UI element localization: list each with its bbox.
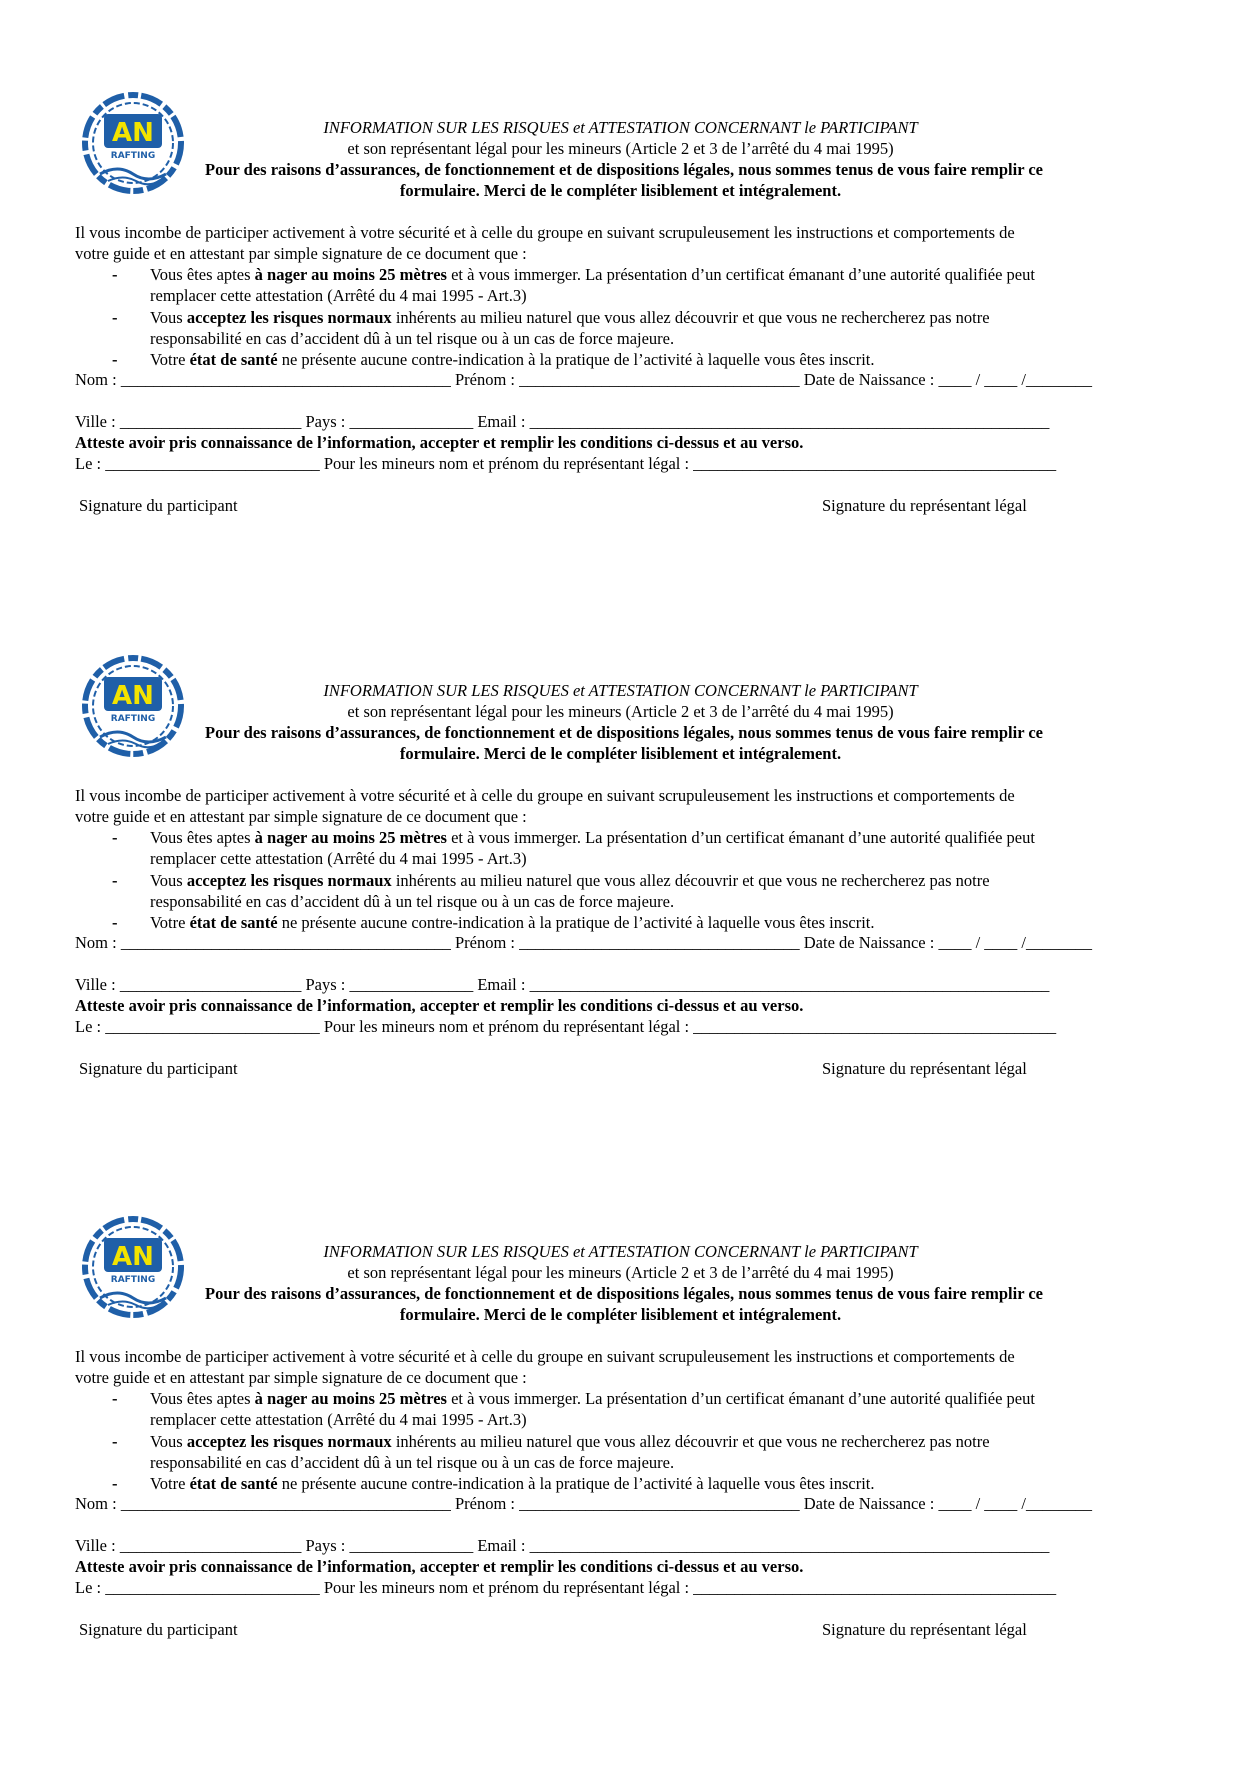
bullet-swim-bold: à nager au moins 25 mètres [254,265,447,284]
form-title: INFORMATION SUR LES RISQUES et ATTESTATION CONCERNANT le PARTICIPANT [323,1242,918,1261]
bullet-swim-line2: remplacer cette attestation (Arrêté du 4 mai 1995 - Art.3) [150,286,527,305]
city-country-email-fields[interactable]: Ville : ______________________ Pays : _______________ Email : _______________________________________________________________ [75,412,1050,431]
bullet-risks-post: inhérents au milieu naturel que vous allez découvrir et que vous ne rechercherez pas notre [391,308,990,327]
svg-text:AN: AN [112,1242,154,1272]
name-birthdate-fields[interactable]: Nom : ________________________________________ Prénom : __________________________________ Date de Naissance : ____ / ____ /________ [75,933,1092,952]
svg-text:AN: AN [112,118,154,148]
name-birthdate-fields[interactable]: Nom : ________________________________________ Prénom : __________________________________ Date de Naissance : ____ / ____ /________ [75,1494,1092,1513]
bullet-risks [150,871,990,891]
date-guardian-fields[interactable]: Le : __________________________ Pour les mineurs nom et prénom du représentant légal : ____________________________________________ [75,1578,1057,1597]
notice-line-2: formulaire. Merci de le compléter lisiblement et intégralement. [399,1305,842,1324]
city-country-email-fields[interactable]: Ville : ______________________ Pays : _______________ Email : _______________________________________________________________ [75,1536,1050,1555]
form-subtitle: et son représentant légal pour les mineurs (Article 2 et 3 de l’arrêté du 4 mai 1995) [347,702,894,721]
date-guardian-fields[interactable]: Le : __________________________ Pour les mineurs nom et prénom du représentant légal : ____________________________________________ [75,454,1057,473]
attestation-form [0,1212,1241,1772]
bullet-health-post: ne présente aucune contre-indication à la pratique de l’activité à laquelle vous êtes inscrit. [277,913,875,932]
bullet-swim-bold: à nager au moins 25 mètres [254,1389,447,1408]
bullet-swim-post: et à vous immerger. La présentation d’un certificat émanant d’une autorité qualifiée peut [446,1389,1035,1408]
bullet-risks [150,1432,990,1452]
svg-text:RAFTING: RAFTING [110,1275,156,1285]
intro-line-1: Il vous incombe de participer activement à votre sécurité et à celle du groupe en suivant scrupuleusement les instructions et comportements de [75,223,1015,242]
bullet-risks-bold: acceptez les risques normaux [186,871,392,890]
intro-line-2: votre guide et en attestant par simple signature de ce document que : [75,244,527,263]
bullet-swim [150,1389,1035,1409]
guardian-signature-label: Signature du représentant légal [822,496,1027,515]
form-subtitle: et son représentant légal pour les mineurs (Article 2 et 3 de l’arrêté du 4 mai 1995) [347,139,894,158]
guardian-signature-label: Signature du représentant légal [822,1620,1027,1639]
notice-line-1: Pour des raisons d’assurances, de fonctionnement et de dispositions légales, nous sommes tenus de vous faire remplir ce [205,160,1044,179]
notice-line-1: Pour des raisons d’assurances, de fonctionnement et de dispositions légales, nous sommes tenus de vous faire remplir ce [205,1284,1044,1303]
bullet-health [150,913,875,933]
intro-line-2: votre guide et en attestant par simple signature de ce document que : [75,807,527,826]
bullet-health-post: ne présente aucune contre-indication à la pratique de l’activité à laquelle vous êtes inscrit. [277,1474,875,1493]
bullet-swim-line2: remplacer cette attestation (Arrêté du 4 mai 1995 - Art.3) [150,1410,527,1429]
notice-line-1: Pour des raisons d’assurances, de fonctionnement et de dispositions légales, nous sommes tenus de vous faire remplir ce [205,723,1044,742]
bullet-risks-pre: Vous [150,871,187,890]
city-country-email-fields[interactable]: Ville : ______________________ Pays : _______________ Email : _______________________________________________________________ [75,975,1050,994]
bullet-health [150,1474,875,1494]
participant-signature-label: Signature du participant [79,1620,238,1639]
date-guardian-fields[interactable]: Le : __________________________ Pour les mineurs nom et prénom du représentant légal : ____________________________________________ [75,1017,1057,1036]
intro-line-2: votre guide et en attestant par simple signature de ce document que : [75,1368,527,1387]
bullet-risks-line2: responsabilité en cas d’accident dû à un tel risque ou à un cas de force majeure. [150,1453,675,1472]
bullet-health-bold: état de santé [189,350,278,369]
bullet-health-bold: état de santé [189,913,278,932]
bullet-dash: - [112,871,118,890]
bullet-swim-post: et à vous immerger. La présentation d’un certificat émanant d’une autorité qualifiée peut [446,265,1035,284]
name-birthdate-fields[interactable]: Nom : ________________________________________ Prénom : __________________________________ Date de Naissance : ____ / ____ /________ [75,370,1092,389]
bullet-health [150,350,875,370]
participant-signature-label: Signature du participant [79,496,238,515]
bullet-risks-line2: responsabilité en cas d’accident dû à un tel risque ou à un cas de force majeure. [150,892,675,911]
bullet-risks-pre: Vous [150,1432,187,1451]
bullet-dash: - [112,1474,118,1493]
bullet-risks-line2: responsabilité en cas d’accident dû à un tel risque ou à un cas de force majeure. [150,329,675,348]
bullet-swim [150,265,1035,285]
attestation-statement: Atteste avoir pris connaissance de l’information, accepter et remplir les conditions ci-dessus et au verso. [75,996,804,1015]
bullet-risks-post: inhérents au milieu naturel que vous allez découvrir et que vous ne rechercherez pas notre [391,871,990,890]
svg-text:AN: AN [112,681,154,711]
bullet-health-pre: Votre [150,913,190,932]
form-title: INFORMATION SUR LES RISQUES et ATTESTATION CONCERNANT le PARTICIPANT [323,681,918,700]
attestation-form [0,88,1241,648]
bullet-swim-pre: Vous êtes aptes [150,1389,255,1408]
notice-line-2: formulaire. Merci de le compléter lisiblement et intégralement. [399,181,842,200]
bullet-health-pre: Votre [150,350,190,369]
svg-text:RAFTING: RAFTING [110,714,156,724]
bullet-dash: - [112,308,118,327]
svg-text:RAFTING: RAFTING [110,151,156,161]
bullet-health-post: ne présente aucune contre-indication à la pratique de l’activité à laquelle vous êtes inscrit. [277,350,875,369]
bullet-risks-pre: Vous [150,308,187,327]
bullet-swim-line2: remplacer cette attestation (Arrêté du 4 mai 1995 - Art.3) [150,849,527,868]
intro-line-1: Il vous incombe de participer activement à votre sécurité et à celle du groupe en suivant scrupuleusement les instructions et comportements de [75,1347,1015,1366]
form-title: INFORMATION SUR LES RISQUES et ATTESTATION CONCERNANT le PARTICIPANT [323,118,918,137]
bullet-risks [150,308,990,328]
bullet-health-pre: Votre [150,1474,190,1493]
bullet-dash: - [112,350,118,369]
bullet-swim-bold: à nager au moins 25 mètres [254,828,447,847]
form-subtitle: et son représentant légal pour les mineurs (Article 2 et 3 de l’arrêté du 4 mai 1995) [347,1263,894,1282]
attestation-statement: Atteste avoir pris connaissance de l’information, accepter et remplir les conditions ci-dessus et au verso. [75,1557,804,1576]
bullet-swim-pre: Vous êtes aptes [150,828,255,847]
bullet-risks-bold: acceptez les risques normaux [186,308,392,327]
bullet-risks-post: inhérents au milieu naturel que vous allez découvrir et que vous ne rechercherez pas notre [391,1432,990,1451]
attestation-statement: Atteste avoir pris connaissance de l’information, accepter et remplir les conditions ci-dessus et au verso. [75,433,804,452]
bullet-dash: - [112,913,118,932]
intro-line-1: Il vous incombe de participer activement à votre sécurité et à celle du groupe en suivant scrupuleusement les instructions et comportements de [75,786,1015,805]
participant-signature-label: Signature du participant [79,1059,238,1078]
bullet-dash: - [112,265,118,284]
bullet-swim [150,828,1035,848]
bullet-dash: - [112,1432,118,1451]
bullet-dash: - [112,828,118,847]
notice-line-2: formulaire. Merci de le compléter lisiblement et intégralement. [399,744,842,763]
bullet-health-bold: état de santé [189,1474,278,1493]
bullet-swim-pre: Vous êtes aptes [150,265,255,284]
bullet-swim-post: et à vous immerger. La présentation d’un certificat émanant d’une autorité qualifiée peut [446,828,1035,847]
bullet-risks-bold: acceptez les risques normaux [186,1432,392,1451]
attestation-form [0,651,1241,1211]
guardian-signature-label: Signature du représentant légal [822,1059,1027,1078]
bullet-dash: - [112,1389,118,1408]
